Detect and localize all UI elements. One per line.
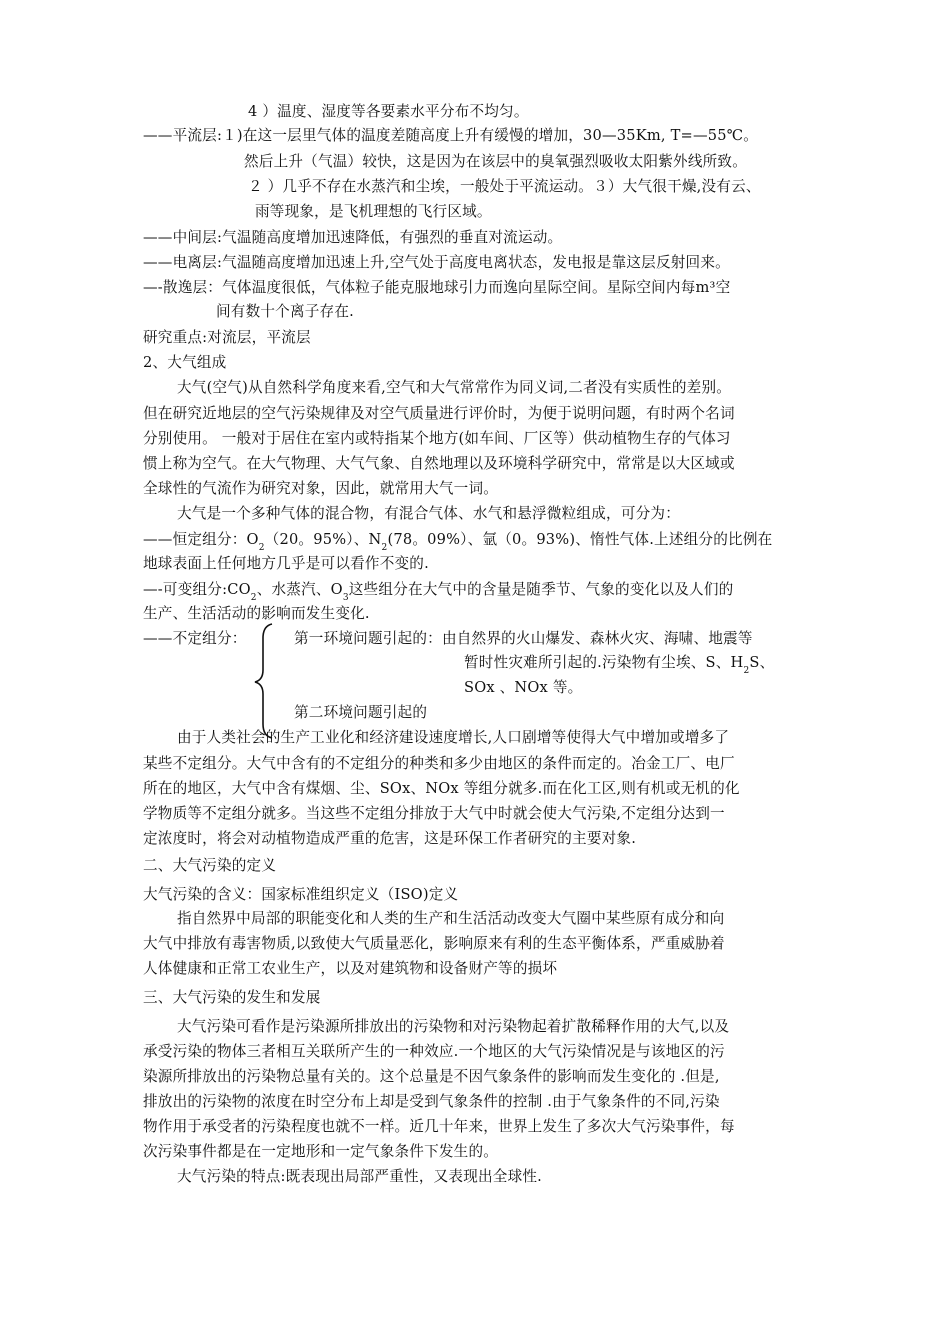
variable-text-b: 、水蒸汽、O	[256, 581, 343, 598]
definition-heading: 二、大气污染的定义	[143, 857, 277, 874]
co2-subscript: 2	[250, 593, 257, 603]
curly-brace	[252, 622, 276, 740]
composition-p2: 大气是一个多种气体的混合物，有混合气体、水气和悬浮微粒组成，可分为：	[177, 505, 680, 522]
mesosphere-line: ——中间层:气温随高度增加迅速降低，有强烈的垂直对流运动。	[143, 229, 563, 246]
first-env-problem-line-3: SOx 、NOx 等。	[464, 679, 583, 696]
development-line-4: 排放出的污染物的浓度在时空分布上却是受到气象条件的控制 .由于气象条件的不同,污染	[143, 1093, 720, 1110]
h2s-subscript: 2	[743, 666, 750, 676]
exosphere-line-1: —-散逸层：气体温度很低，气体粒子能克服地球引力而逸向星际空间。星际空间内每m³空	[143, 279, 731, 296]
o3-subscript: 3	[342, 593, 349, 603]
development-line-1: 大气污染可看作是污染源所排放出的污染物和对污染物起着扩散稀释作用的大气,以及	[177, 1018, 730, 1035]
first-env-problem-desc: 由自然界的火山爆发、森林火灾、海啸、地震等	[441, 630, 753, 647]
development-line-6: 次污染事件都是在一定地形和一定气象条件下发生的。	[143, 1143, 499, 1160]
development-line-5: 物作用于承受者的污染程度也就不一样。近几十年来，世界上发生了多次大气污染事件，每	[143, 1118, 735, 1135]
constant-text-a: ——恒定组分：O	[143, 531, 259, 548]
development-line-2: 承受污染的物体三者相互关联所产生的一种效应.一个地区的大气污染情况是与该地区的污	[143, 1043, 725, 1060]
definition-line-2: 大气中排放有毒害物质,以致使大气质量恶化，影响原来有利的生态平衡体系，严重威胁着	[143, 935, 725, 952]
stratosphere-line-2: 然后上升（气温）较快，这是因为在该层中的臭氧强烈吸收太阳紫外线所致。	[244, 153, 747, 170]
constant-text-b: （20。95%）、N	[264, 531, 382, 548]
composition-p3-line-2: 某些不定组分。大气中含有的不定组分的种类和多少由地区的条件而定的。冶金工厂、电厂	[143, 755, 735, 772]
composition-p1-line-3: 分别使用。 一般对于居住在室内或特指某个地方(如车间、厂区等）供动植物生存的气体习	[143, 430, 731, 447]
composition-heading: 2、大气组成	[143, 354, 227, 371]
definition-iso: 大气污染的含义：国家标准组织定义（ISO)定义	[143, 886, 459, 903]
indefinite-label: ——不定组分：	[143, 630, 247, 647]
composition-p3-line-5: 定浓度时，将会对动植物造成严重的危害，这是环保工作者研究的主要对象.	[143, 830, 637, 847]
development-line-3: 染源所排放出的污染物总量有关的。这个总量是不因气象条件的影响而发生变化的 .但是,	[143, 1068, 720, 1085]
stratosphere-line-1: ——平流层:１)在这一层里气体的温度差随高度上升有缓慢的增加，30—35Km, T=—55℃。	[143, 127, 759, 144]
research-focus: 研究重点:对流层，平流层	[143, 329, 311, 346]
composition-p1-line-2: 但在研究近地层的空气污染规律及对空气质量进行评价时，为便于说明问题，有时两个名词	[143, 405, 735, 422]
variable-text-a: —-可变组分:CO	[143, 581, 251, 598]
composition-p3-line-1: 由于人类社会的生产工业化和经济建设速度增长,人口剧增等使得大气中增加或增多了	[177, 729, 730, 746]
second-env-problem: 第二环境问题引起的	[294, 704, 428, 721]
first-env-line-2a: 暂时性灾难所引起的.污染物有尘埃、S、H	[464, 654, 744, 671]
ionosphere-line: ——电离层:气温随高度增加迅速上升,空气处于高度电离状态，发电报是靠这层反射回来。	[143, 254, 730, 271]
variable-components-line-1	[143, 579, 733, 603]
composition-p1-line-5: 全球性的气流作为研究对象，因此，就常用大气一词。	[143, 480, 499, 497]
first-env-problem-line-2	[464, 652, 774, 676]
composition-p1-line-4: 惯上称为空气。在大气物理、大气气象、自然地理以及环境科学研究中，常常是以大区域或	[143, 455, 735, 472]
definition-line-3: 人体健康和正常工农业生产，以及对建筑物和设备财产等的损坏	[143, 960, 558, 977]
o2-subscript: 2	[258, 543, 265, 553]
constant-components-line-2: 地球表面上任何地方几乎是可以看作不变的.	[143, 555, 429, 572]
development-heading: 三、大气污染的发生和发展	[143, 989, 321, 1006]
definition-line-1: 指自然界中局部的职能变化和人类的生产和生活活动改变大气圈中某些原有成分和向	[177, 910, 725, 927]
first-env-problem-label: 第一环境问题引起的：	[294, 630, 442, 647]
n2-subscript: 2	[381, 543, 388, 553]
item-4-line: 4 ）温度、湿度等各要素水平分布不均匀。	[248, 103, 529, 120]
exosphere-line-2: 间有数十个离子存在.	[216, 303, 354, 320]
variable-text-c: 这些组分在大气中的含量是随季节、气象的变化以及人们的	[348, 581, 734, 598]
composition-p3-line-4: 学物质等不定组分就多。当这些不定组分排放于大气中时就会使大气污染,不定组分达到一	[143, 805, 725, 822]
stratosphere-line-3: ２ ）几乎不存在水蒸汽和尘埃，一般处于平流运动。３）大气很干燥,没有云、	[248, 178, 761, 195]
first-env-problem-line-1	[294, 628, 753, 650]
constant-text-c: (78。09%）、氩（0。93%)、惰性气体.上述组分的比例在	[387, 531, 773, 548]
pollution-features: 大气污染的特点:既表现出局部严重性，又表现出全球性.	[177, 1168, 543, 1185]
stratosphere-line-4: 雨等现象，是飞机理想的飞行区域。	[255, 203, 492, 220]
constant-components-line-1	[143, 529, 772, 553]
variable-components-line-2: 生产、生活活动的影响而发生变化.	[143, 605, 370, 622]
first-env-line-2b: S、	[749, 654, 775, 671]
composition-p3-line-3: 所在的地区，大气中含有煤烟、尘、SOx、NOx 等组分就多.而在化工区,则有机或无机的化	[143, 780, 740, 797]
composition-p1-line-1: 大气(空气)从自然科学角度来看,空气和大气常常作为同义词,二者没有实质性的差别。	[177, 379, 732, 396]
